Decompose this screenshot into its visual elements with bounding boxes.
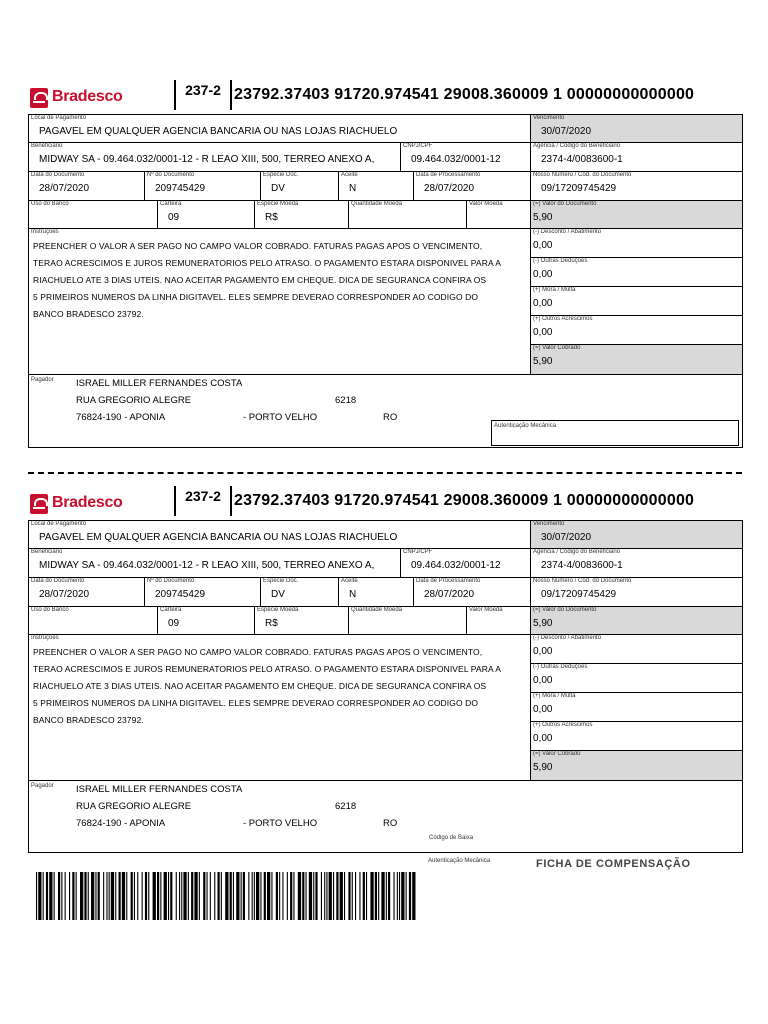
payer-zip-district: 76824-190 - APONIA <box>76 412 166 423</box>
instruction-line: 5 PRIMEIROS NUMEROS DA LINHA DIGITAVEL. ELES SEMPRE DEVERAO CORRESPONDER AO CODIGO DO <box>33 698 479 708</box>
barcode-bar <box>241 872 242 920</box>
carteira-field: Carteira 09 <box>158 607 255 635</box>
barcode-bar <box>302 872 304 920</box>
barcode-bar <box>168 872 169 920</box>
ficha-compensacao-title: FICHA DE COMPENSAÇÃO <box>536 858 691 870</box>
slip-header <box>28 486 742 520</box>
bank-code: 237-2 <box>174 80 232 110</box>
barcode-bar <box>399 872 400 920</box>
barcode-bar <box>401 872 404 920</box>
barcode-bar <box>80 872 83 920</box>
barcode-bar <box>370 872 373 920</box>
barcode-bar <box>49 872 52 920</box>
payer-name: ISRAEL MILLER FERNANDES COSTA <box>76 784 243 795</box>
barcode-bar <box>233 872 234 920</box>
mora-multa-field: (+) Mora / Multa 0,00 <box>531 287 742 316</box>
barcode-bar <box>221 872 222 920</box>
barcode-bar <box>329 872 332 920</box>
barcode-bar <box>264 872 266 920</box>
barcode-bar <box>352 872 353 920</box>
barcode-bar <box>355 872 356 920</box>
barcode-bar <box>148 872 149 920</box>
barcode-bar <box>290 872 292 920</box>
numero-documento-field: Nº do Documento 209745429 <box>145 578 261 607</box>
payer-name: ISRAEL MILLER FERNANDES COSTA <box>76 378 243 389</box>
barcode-bar <box>340 872 343 920</box>
barcode-bar <box>348 872 350 920</box>
barcode-bar <box>76 872 77 920</box>
bradesco-logo: Bradesco <box>28 86 123 110</box>
barcode-bar <box>145 872 147 920</box>
barcode-bar <box>214 872 215 920</box>
barcode-bar <box>188 872 189 920</box>
barcode-bar <box>95 872 96 920</box>
especie-moeda-field: Espécie Moeda R$ <box>255 201 349 229</box>
uso-banco-field: Uso do Banco <box>29 607 158 635</box>
instruction-line: PREENCHER O VALOR A SER PAGO NO CAMPO VALOR COBRADO. FATURAS PAGAS APOS O VENCIMENTO, <box>33 647 483 657</box>
barcode-bar <box>194 872 197 920</box>
valor-documento-field: (=) Valor do Documento 5,90 <box>531 607 742 635</box>
uso-banco-field: Uso do Banco <box>29 201 158 229</box>
barcode-bar <box>98 872 100 920</box>
instrucoes-field: Instruções PREENCHER O VALOR A SER PAGO NO CAMPO VALOR COBRADO. FATURAS PAGAS APOS O VENCIMENTO, TERAO ACRESCIMOS E JUROS REMUNERATORIOS PELO ATRASO. O PAGAMENTO ESTARA DISPONIVEL PARA A RIACHUELO ATE 3 DIAS UTEIS. NAO ACEITAR PAGAMENTO EM CHEQUE. DICA DE SEGURANCA CONFIRA OS 5 PRIMEIROS NUMEROS DA LINHA DIGITAVEL. ELES SEMPRE DEVERAO CORRESPONDER AO CODIGO DO BANCO BRADESCO 23792. <box>29 229 531 375</box>
barcode-bar <box>375 872 377 920</box>
barcode-bar <box>276 872 278 920</box>
quantidade-moeda-field: Quantidade Moeda <box>349 201 467 229</box>
payer-street: RUA GREGORIO ALEGRE <box>76 801 192 812</box>
data-processamento-field: Data de Processamento 28/07/2020 <box>414 578 531 607</box>
barcode-bar <box>131 872 133 920</box>
barcode-bar <box>203 872 205 920</box>
barcode-bar <box>164 872 167 920</box>
barcode-bar <box>409 872 411 920</box>
desconto-field: (-) Desconto / Abatimento 0,00 <box>531 229 742 258</box>
payer-zip-district: 76824-190 - APONIA <box>76 818 166 829</box>
vencimento-field: Vencimento 30/07/2020 <box>531 521 742 549</box>
bradesco-logo-icon <box>30 88 48 108</box>
barcode-bar <box>282 872 283 920</box>
aceite-field: Aceite N <box>339 172 414 201</box>
barcode-bar <box>344 872 345 920</box>
agencia-codigo-field: Agência / Código do Beneficiário 2374-4/0083600-1 <box>531 143 742 172</box>
payer-street: RUA GREGORIO ALEGRE <box>76 395 192 406</box>
barcode-bar <box>267 872 270 920</box>
outros-acrescimos-field: (+) Outros Acréscimos 0,00 <box>531 316 742 345</box>
slip-form <box>28 114 743 448</box>
barcode-bar <box>65 872 66 920</box>
slip-header <box>28 80 742 114</box>
barcode-bar <box>406 872 407 920</box>
barcode-bar <box>126 872 127 920</box>
barcode-bar <box>179 872 180 920</box>
barcode-bar <box>381 872 384 920</box>
barcode-bar <box>218 872 220 920</box>
payer-number: 6218 <box>335 801 357 812</box>
barcode-bar <box>225 872 228 920</box>
digitable-line[interactable]: 23792.37403 91720.974541 29008.360009 1 00000000000000 <box>234 492 695 509</box>
barcode-bar <box>134 872 135 920</box>
barcode-bar <box>243 872 245 920</box>
barcode-bar <box>298 872 301 920</box>
especie-moeda-field: Espécie Moeda R$ <box>255 607 349 635</box>
instruction-line: RIACHUELO ATE 3 DIAS UTEIS. NAO ACEITAR PAGAMENTO EM CHEQUE. DICA DE SEGURANCA CONFIRA OS <box>33 275 487 285</box>
barcode-bar <box>252 872 253 920</box>
barcode-bar <box>183 872 186 920</box>
beneficiario-field: Beneficiário MIDWAY SA - 09.464.032/0001-12 - R LEAO XIII, 500, TERREO ANEXO A, <box>29 143 401 172</box>
data-documento-field: Data do Documento 28/07/2020 <box>29 172 145 201</box>
barcode-bar <box>157 872 159 920</box>
barcode-bar <box>176 872 177 920</box>
barcode-bar <box>236 872 239 920</box>
barcode-bar <box>256 872 259 920</box>
digitable-line[interactable]: 23792.37403 91720.974541 29008.360009 1 00000000000000 <box>234 86 695 103</box>
numero-documento-field: Nº do Documento 209745429 <box>145 172 261 201</box>
barcode-bar <box>386 872 387 920</box>
barcode-bar <box>254 872 255 920</box>
barcode-bar <box>88 872 89 920</box>
mora-multa-field: (+) Mora / Multa 0,00 <box>531 693 742 722</box>
payer-number: 6218 <box>335 395 357 406</box>
barcode-bar <box>106 872 107 920</box>
carteira-field: Carteira 09 <box>158 201 255 229</box>
barcode-bar <box>306 872 307 920</box>
bradesco-logo: Bradesco <box>28 492 123 516</box>
barcode-bar <box>115 872 116 920</box>
quantidade-moeda-field: Quantidade Moeda <box>349 607 467 635</box>
valor-documento-field: (=) Valor do Documento 5,90 <box>531 201 742 229</box>
nosso-numero-field: Nosso Número / Cód. do Documento 09/17209745429 <box>531 172 742 201</box>
valor-cobrado-field: (=) Valor Cobrado 5,90 <box>531 345 742 375</box>
barcode-bar <box>309 872 312 920</box>
pagador-block: Pagador ISRAEL MILLER FERNANDES COSTA RUA GREGORIO ALEGRE 6218 76824-190 - APONIA - PORTO VELHO RO Autenticação Mecânica <box>29 375 742 447</box>
barcode-bar <box>84 872 86 920</box>
barcode-bar <box>248 872 249 920</box>
barcode-bar <box>91 872 94 920</box>
barcode-bar <box>181 872 182 920</box>
payer-city: - PORTO VELHO <box>243 412 318 423</box>
barcode-bar <box>287 872 288 920</box>
barcode-bar <box>324 872 325 920</box>
outras-deducoes-field: (-) Outras Deduções 0,00 <box>531 258 742 287</box>
barcode-bar <box>170 872 172 920</box>
data-documento-field: Data do Documento 28/07/2020 <box>29 578 145 607</box>
barcode-bar <box>46 872 48 920</box>
instruction-line: PREENCHER O VALOR A SER PAGO NO CAMPO VALOR COBRADO. FATURAS PAGAS APOS O VENCIMENTO, <box>33 241 483 251</box>
barcode-bar <box>58 872 60 920</box>
slip-form <box>28 520 743 853</box>
local-pagamento-field: Local de Pagamento PAGAVEL EM QUALQUER AGENCIA BANCARIA OU NAS LOJAS RIACHUELO <box>29 115 531 143</box>
barcode-bar <box>111 872 114 920</box>
instruction-line: TERAO ACRESCIMOS E JUROS REMUNERATORIOS PELO ATRASO. O PAGAMENTO ESTARA DISPONIVEL PARA A <box>33 664 502 674</box>
barcode-bar <box>279 872 280 920</box>
barcode-bar <box>321 872 322 920</box>
barcode-bar <box>394 872 395 920</box>
aceite-field: Aceite N <box>339 578 414 607</box>
barcode-bar <box>397 872 398 920</box>
beneficiario-field: Beneficiário MIDWAY SA - 09.464.032/0001-12 - R LEAO XIII, 500, TERREO ANEXO A, <box>29 549 401 578</box>
barcode-bar <box>72 872 74 920</box>
codigo-baixa-label: Código de Baixa <box>429 835 474 841</box>
autenticacao-label-bottom: Autenticação Mecânica <box>428 858 491 864</box>
barcode-bar <box>160 872 161 920</box>
barcode-bar <box>69 872 70 920</box>
outros-acrescimos-field: (+) Outros Acréscimos 0,00 <box>531 722 742 751</box>
barcode-bar <box>122 872 125 920</box>
local-pagamento-field: Local de Pagamento PAGAVEL EM QUALQUER AGENCIA BANCARIA OU NAS LOJAS RIACHUELO <box>29 521 531 549</box>
agencia-codigo-field: Agência / Código do Beneficiário 2374-4/0083600-1 <box>531 549 742 578</box>
barcode-bar <box>326 872 327 920</box>
nosso-numero-field: Nosso Número / Cód. do Documento 09/17209745429 <box>531 578 742 607</box>
instruction-line: 5 PRIMEIROS NUMEROS DA LINHA DIGITAVEL. ELES SEMPRE DEVERAO CORRESPONDER AO CODIGO DO <box>33 292 479 302</box>
barcode-bar <box>54 872 55 920</box>
barcode-bar <box>207 872 208 920</box>
barcode-bar <box>119 872 121 920</box>
instruction-line: TERAO ACRESCIMOS E JUROS REMUNERATORIOS PELO ATRASO. O PAGAMENTO ESTARA DISPONIVEL PARA A <box>33 258 502 268</box>
barcode-bar <box>137 872 138 920</box>
especie-doc-field: Espécie Doc. DV <box>261 578 339 607</box>
valor-moeda-field: Valor Moeda <box>467 607 531 635</box>
cnpj-field: CNPJ/CPF 09.464.032/0001-12 <box>401 549 531 578</box>
cnpj-field: CNPJ/CPF 09.464.032/0001-12 <box>401 143 531 172</box>
valor-moeda-field: Valor Moeda <box>467 201 531 229</box>
barcode-bar <box>260 872 261 920</box>
barcode-bar <box>412 872 415 920</box>
payer-state: RO <box>383 412 398 423</box>
outras-deducoes-field: (-) Outras Deduções 0,00 <box>531 664 742 693</box>
boleto-receipt <box>28 80 742 450</box>
barcode-bar <box>61 872 62 920</box>
autenticacao-box: Autenticação Mecânica <box>491 420 739 446</box>
barcode-bar <box>378 872 379 920</box>
barcode-bar <box>199 872 200 920</box>
barcode-bar <box>313 872 314 920</box>
barcode-bar <box>191 872 193 920</box>
payer-city: - PORTO VELHO <box>243 818 318 829</box>
barcode-bar <box>271 872 272 920</box>
barcode-bar <box>366 872 367 920</box>
valor-cobrado-field: (=) Valor Cobrado 5,90 <box>531 751 742 781</box>
barcode-bar <box>153 872 156 920</box>
vencimento-field: Vencimento 30/07/2020 <box>531 115 742 143</box>
especie-doc-field: Espécie Doc. DV <box>261 172 339 201</box>
barcode <box>36 872 416 920</box>
barcode-bar <box>142 872 143 920</box>
pagador-block: Pagador ISRAEL MILLER FERNANDES COSTA RUA GREGORIO ALEGRE 6218 76824-190 - APONIA - PORTO VELHO RO Código de Baixa <box>31 783 474 841</box>
barcode-bar <box>293 872 294 920</box>
barcode-bar <box>315 872 317 920</box>
barcode-bar <box>363 872 365 920</box>
barcode-bar <box>359 872 360 920</box>
barcode-bar <box>333 872 334 920</box>
barcode-bar <box>38 872 41 920</box>
barcode-bar <box>336 872 338 920</box>
instrucoes-field: Instruções PREENCHER O VALOR A SER PAGO NO CAMPO VALOR COBRADO. FATURAS PAGAS APOS O VENCIMENTO, TERAO ACRESCIMOS E JUROS REMUNERATORIOS PELO ATRASO. O PAGAMENTO ESTARA DISPONIVEL PARA A RIACHUELO ATE 3 DIAS UTEIS. NAO ACEITAR PAGAMENTO EM CHEQUE. DICA DE SEGURANCA CONFIRA OS 5 PRIMEIROS NUMEROS DA LINHA DIGITAVEL. ELES SEMPRE DEVERAO CORRESPONDER AO CODIGO DO BANCO BRADESCO 23792. <box>29 635 531 781</box>
barcode-bar <box>109 872 110 920</box>
barcode-bar <box>43 872 44 920</box>
cut-line <box>28 472 742 474</box>
barcode-bar <box>103 872 104 920</box>
bradesco-logo-icon <box>30 494 48 514</box>
barcode-bar <box>230 872 232 920</box>
data-processamento-field: Data de Processamento 28/07/2020 <box>414 172 531 201</box>
instruction-line: RIACHUELO ATE 3 DIAS UTEIS. NAO ACEITAR PAGAMENTO EM CHEQUE. DICA DE SEGURANCA CONFIRA OS <box>33 681 487 691</box>
instruction-line: BANCO BRADESCO 23792. <box>33 715 144 725</box>
payer-state: RO <box>383 818 398 829</box>
barcode-bar <box>388 872 390 920</box>
barcode-bar <box>210 872 211 920</box>
barcode-bar <box>36 872 37 920</box>
instruction-line: BANCO BRADESCO 23792. <box>33 309 144 319</box>
desconto-field: (-) Desconto / Abatimento 0,00 <box>531 635 742 664</box>
bank-code: 237-2 <box>174 486 232 516</box>
boleto-compensation <box>28 486 742 856</box>
